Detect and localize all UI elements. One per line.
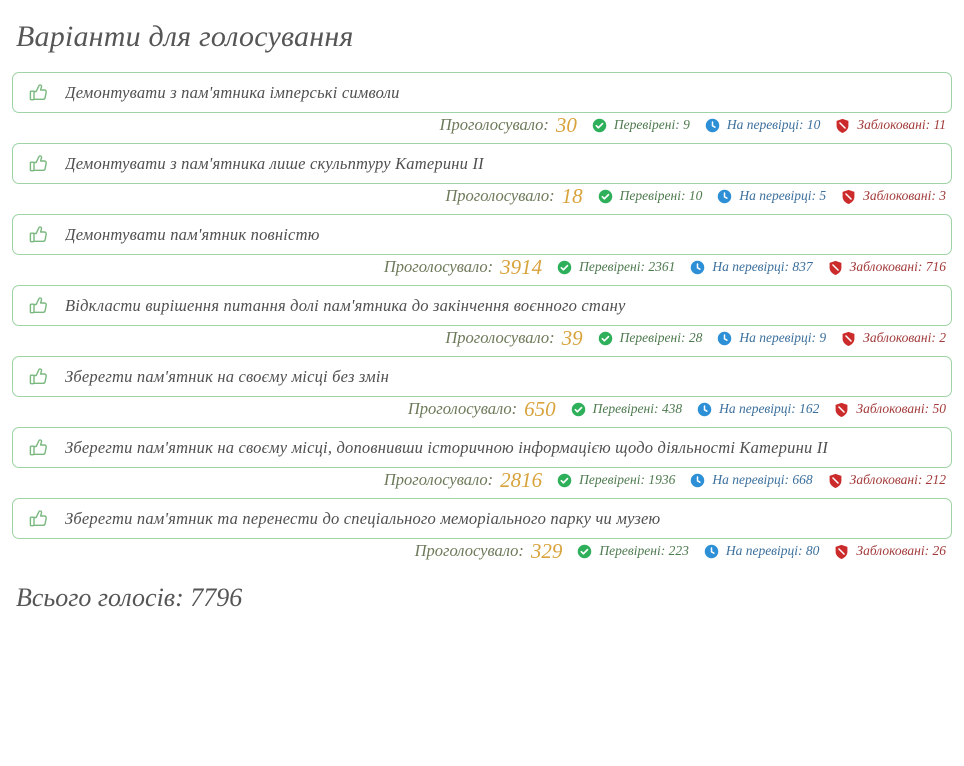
- check-shield-icon: [577, 544, 592, 559]
- pending-word: На перевірці:: [719, 401, 796, 416]
- stat-pending-label: [727, 117, 821, 133]
- stat-voted-value: 30: [555, 112, 577, 137]
- vote-option-block: [12, 427, 952, 494]
- stat-verified: [598, 330, 703, 346]
- stat-voted-value: 329: [530, 538, 563, 563]
- block-shield-icon: [841, 331, 856, 346]
- page-title: Варіанти для голосування: [16, 20, 354, 53]
- stat-pending-label: [739, 188, 826, 204]
- check-shield-icon: [557, 260, 572, 275]
- block-shield-icon: [841, 189, 856, 204]
- blocked-count: 716: [925, 259, 946, 274]
- vote-option-stats: [12, 468, 952, 494]
- vote-option-card[interactable]: [12, 285, 952, 326]
- stat-verified-label: [599, 543, 688, 559]
- stat-verified-label: [614, 117, 690, 133]
- stat-pending-label: [719, 401, 819, 417]
- verified-count: 1936: [648, 472, 676, 487]
- pending-word: На перевірці:: [739, 188, 817, 203]
- stat-verified-label: [620, 330, 703, 346]
- vote-option-block: [12, 214, 952, 281]
- stat-voted: [440, 113, 577, 138]
- stat-verified-label: [579, 259, 675, 275]
- blocked-count: 3: [939, 188, 946, 203]
- clock-shield-icon: [690, 473, 705, 488]
- block-shield-icon: [828, 473, 843, 488]
- stat-pending: [697, 401, 819, 417]
- blocked-count: 11: [933, 117, 946, 132]
- stat-pending: [690, 259, 812, 275]
- stat-blocked-label: [857, 117, 946, 133]
- verified-count: 2361: [648, 259, 676, 274]
- stat-voted-value: 2816: [500, 467, 543, 492]
- pending-word: На перевірці:: [726, 117, 804, 132]
- vote-option-stats: [12, 184, 952, 210]
- verified-word: Перевірені:: [579, 259, 645, 274]
- stat-blocked: [828, 259, 946, 275]
- clock-shield-icon: [704, 544, 719, 559]
- vote-option-block: [12, 72, 952, 139]
- clock-shield-icon: [690, 260, 705, 275]
- thumbs-up-icon[interactable]: [27, 365, 51, 389]
- vote-option-card[interactable]: [12, 498, 952, 539]
- vote-option-card[interactable]: [12, 72, 952, 113]
- clock-shield-icon: [717, 331, 732, 346]
- vote-option-label: Відкласти вирішення питання долі пам'ятника до закінчення воєнного стану: [65, 295, 626, 315]
- stat-voted-label: Проголосувало:: [439, 115, 549, 134]
- stat-voted: [415, 539, 563, 564]
- verified-count: 9: [683, 117, 690, 132]
- stat-blocked: [841, 188, 946, 204]
- stat-voted: [384, 468, 542, 493]
- verified-count: 28: [688, 330, 703, 345]
- vote-option-card[interactable]: [12, 356, 952, 397]
- verified-word: Перевірені:: [619, 330, 686, 345]
- stat-blocked-label: [850, 472, 946, 488]
- verified-word: Перевірені:: [592, 401, 659, 416]
- stat-blocked: [834, 543, 946, 559]
- vote-option-stats: [12, 326, 952, 352]
- vote-option-card[interactable]: [12, 427, 952, 468]
- stat-blocked-label: [856, 543, 946, 559]
- vote-options-list: [12, 72, 952, 569]
- vote-option-label: Демонтувати з пам'ятника лише скульптуру Катерини II: [65, 153, 484, 173]
- stat-blocked-label: [863, 188, 946, 204]
- vote-option-label: Демонтувати пам'ятник повністю: [65, 224, 320, 244]
- stat-verified-label: [620, 188, 703, 204]
- pending-word: На перевірці:: [712, 472, 790, 487]
- stat-voted-label: Проголосувало:: [414, 541, 524, 560]
- stat-pending-label: [726, 543, 820, 559]
- blocked-word: Заблоковані:: [849, 472, 923, 487]
- vote-option-stats: [12, 255, 952, 281]
- total-votes: Всього голосів: 7796: [16, 583, 243, 612]
- check-shield-icon: [571, 402, 586, 417]
- block-shield-icon: [828, 260, 843, 275]
- pending-count: 5: [819, 188, 827, 203]
- clock-shield-icon: [697, 402, 712, 417]
- thumbs-up-icon[interactable]: [27, 507, 51, 531]
- stat-voted-value: 18: [561, 183, 583, 208]
- blocked-word: Заблоковані:: [857, 117, 931, 132]
- verified-word: Перевірені:: [579, 472, 645, 487]
- blocked-count: 212: [925, 472, 946, 487]
- vote-option-block: [12, 285, 952, 352]
- stat-verified: [557, 472, 675, 488]
- vote-options-page: [0, 20, 964, 766]
- blocked-count: 26: [932, 543, 946, 558]
- pending-word: На перевірці:: [739, 330, 817, 345]
- stat-verified-label: [593, 401, 682, 417]
- stat-blocked: [835, 117, 946, 133]
- pending-count: 10: [806, 117, 821, 132]
- verified-word: Перевірені:: [613, 117, 680, 132]
- blocked-count: 2: [939, 330, 946, 345]
- vote-option-block: [12, 143, 952, 210]
- verified-count: 10: [688, 188, 703, 203]
- stat-blocked: [828, 472, 946, 488]
- vote-option-label: Демонтувати з пам'ятника імперські символи: [65, 82, 400, 102]
- verified-count: 438: [661, 401, 683, 416]
- verified-word: Перевірені:: [599, 543, 666, 558]
- vote-option-label: Зберегти пам'ятник на своєму місці, доповнивши історичною інформацією щодо діяльності Катерини II: [65, 437, 829, 457]
- clock-shield-icon: [717, 189, 732, 204]
- stat-voted: [445, 184, 582, 209]
- stat-verified: [592, 117, 690, 133]
- stat-verified: [598, 188, 703, 204]
- thumbs-up-icon[interactable]: [27, 294, 51, 318]
- stat-pending-label: [712, 259, 812, 275]
- stat-voted: [384, 255, 542, 280]
- blocked-word: Заблоковані:: [856, 401, 930, 416]
- pending-word: На перевірці:: [725, 543, 803, 558]
- vote-option-stats: [12, 113, 952, 139]
- block-shield-icon: [834, 402, 849, 417]
- stat-verified-label: [579, 472, 675, 488]
- vote-option-block: [12, 498, 952, 565]
- block-shield-icon: [834, 544, 849, 559]
- stat-voted: [408, 397, 556, 422]
- pending-word: На перевірці:: [712, 259, 790, 274]
- stat-blocked-label: [856, 401, 946, 417]
- pending-count: 668: [792, 472, 813, 487]
- vote-option-card[interactable]: [12, 214, 952, 255]
- stat-voted-label: Проголосувало:: [445, 186, 555, 205]
- stat-verified: [577, 543, 688, 559]
- thumbs-up-icon[interactable]: [27, 436, 51, 460]
- vote-option-card[interactable]: [12, 143, 952, 184]
- vote-option-stats: [12, 539, 952, 565]
- stat-voted-label: Проголосувало:: [383, 257, 494, 276]
- verified-count: 223: [668, 543, 689, 558]
- stat-pending: [705, 117, 821, 133]
- thumbs-up-icon[interactable]: [27, 152, 51, 176]
- vote-option-block: [12, 356, 952, 423]
- stat-voted-label: Проголосувало:: [445, 328, 555, 347]
- stat-voted-label: Проголосувало:: [383, 470, 494, 489]
- stat-voted-label: Проголосувало:: [407, 399, 518, 418]
- blocked-word: Заблоковані:: [849, 259, 923, 274]
- check-shield-icon: [598, 189, 613, 204]
- pending-count: 80: [805, 543, 820, 558]
- stat-pending-label: [712, 472, 812, 488]
- pending-count: 9: [819, 330, 827, 345]
- stat-voted-value: 650: [524, 396, 556, 421]
- stat-blocked-label: [850, 259, 946, 275]
- vote-option-stats: [12, 397, 952, 423]
- vote-option-label: Зберегти пам'ятник на своєму місці без змін: [65, 366, 390, 386]
- check-shield-icon: [592, 118, 607, 133]
- stat-voted-value: 3914: [500, 254, 543, 279]
- blocked-word: Заблоковані:: [863, 188, 936, 203]
- stat-blocked: [841, 330, 946, 346]
- thumbs-up-icon[interactable]: [27, 223, 51, 247]
- stat-pending: [717, 330, 826, 346]
- stat-blocked: [834, 401, 946, 417]
- vote-option-label: Зберегти пам'ятник та перенести до спеціального меморіального парку чи музею: [65, 508, 661, 528]
- blocked-word: Заблоковані:: [863, 330, 936, 345]
- blocked-count: 50: [932, 401, 946, 416]
- stat-voted: [445, 326, 582, 351]
- blocked-word: Заблоковані:: [856, 543, 930, 558]
- stat-voted-value: 39: [561, 325, 583, 350]
- stat-pending: [704, 543, 820, 559]
- stat-pending: [717, 188, 826, 204]
- thumbs-up-icon[interactable]: [27, 81, 51, 105]
- clock-shield-icon: [705, 118, 720, 133]
- check-shield-icon: [598, 331, 613, 346]
- check-shield-icon: [557, 473, 572, 488]
- stat-verified: [571, 401, 682, 417]
- pending-count: 162: [799, 401, 820, 416]
- stat-pending-label: [739, 330, 826, 346]
- stat-blocked-label: [863, 330, 946, 346]
- block-shield-icon: [835, 118, 850, 133]
- stat-pending: [690, 472, 812, 488]
- pending-count: 837: [792, 259, 813, 274]
- verified-word: Перевірені:: [619, 188, 686, 203]
- stat-verified: [557, 259, 675, 275]
